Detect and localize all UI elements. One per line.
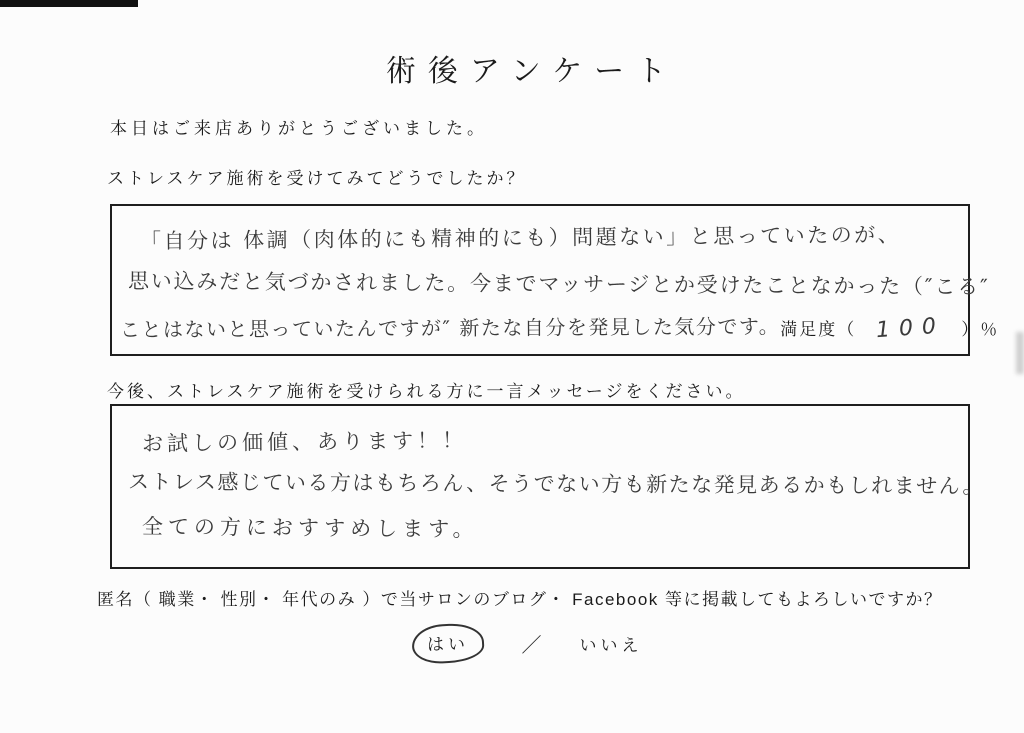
greeting-text: 本日はご来店ありがとうございました。 (110, 119, 488, 138)
answer1-handwritten-line-2: 思い込みだと気づかされました。今までマッサージとか受けたことなかった（″こる″ (127, 268, 990, 300)
consent-no-option: いいえ (579, 636, 643, 655)
consent-options-row (0, 624, 1024, 663)
answer2-box (110, 404, 985, 569)
scan-artifact-bar (0, 0, 138, 7)
answer1-box (110, 204, 1000, 356)
satisfaction-value: 100 (875, 313, 947, 344)
answer1-handwritten-line-1: 「自分は 体調（肉体的にも精神的にも）問題ない」と思っていたのが、 (139, 222, 902, 254)
answer1-line-3-row (119, 312, 1000, 344)
question-3: 匿名（ 職業・ 性別・ 年代のみ ）で当サロンのブログ・ Facebook 等に掲載してもよろしいですか？ (97, 590, 943, 609)
question-2: 今後、ストレスケア施術を受けられる方に一言メッセージをください。 (107, 382, 746, 401)
answer2-handwritten-line-1: お試しの価値、あります！！ (141, 428, 468, 456)
consent-yes-option: はい (426, 635, 469, 655)
answer1-handwritten-line-3: ことはないと思っていたんですが″ 新たな自分を発見した気分です。 (119, 314, 781, 342)
satisfaction-prefix: 満足度（ (780, 320, 857, 339)
question-1: ストレスケア施術を受けてみてどうでしたか？ (107, 169, 527, 188)
page-title: 術後アンケート (385, 55, 679, 88)
answer2-handwritten-line-3: 全ての方におすすめします。 (141, 514, 479, 542)
scan-artifact-smudge (1016, 332, 1024, 374)
satisfaction-field (780, 313, 1000, 344)
consent-yes-circle (411, 622, 485, 665)
consent-separator: ／ (521, 635, 542, 657)
answer2-handwritten-line-2: ストレス感じている方はもちろん、そうでない方も新たな発見あるかもしれません。 (127, 469, 985, 499)
satisfaction-suffix: ）％ (961, 320, 1000, 339)
